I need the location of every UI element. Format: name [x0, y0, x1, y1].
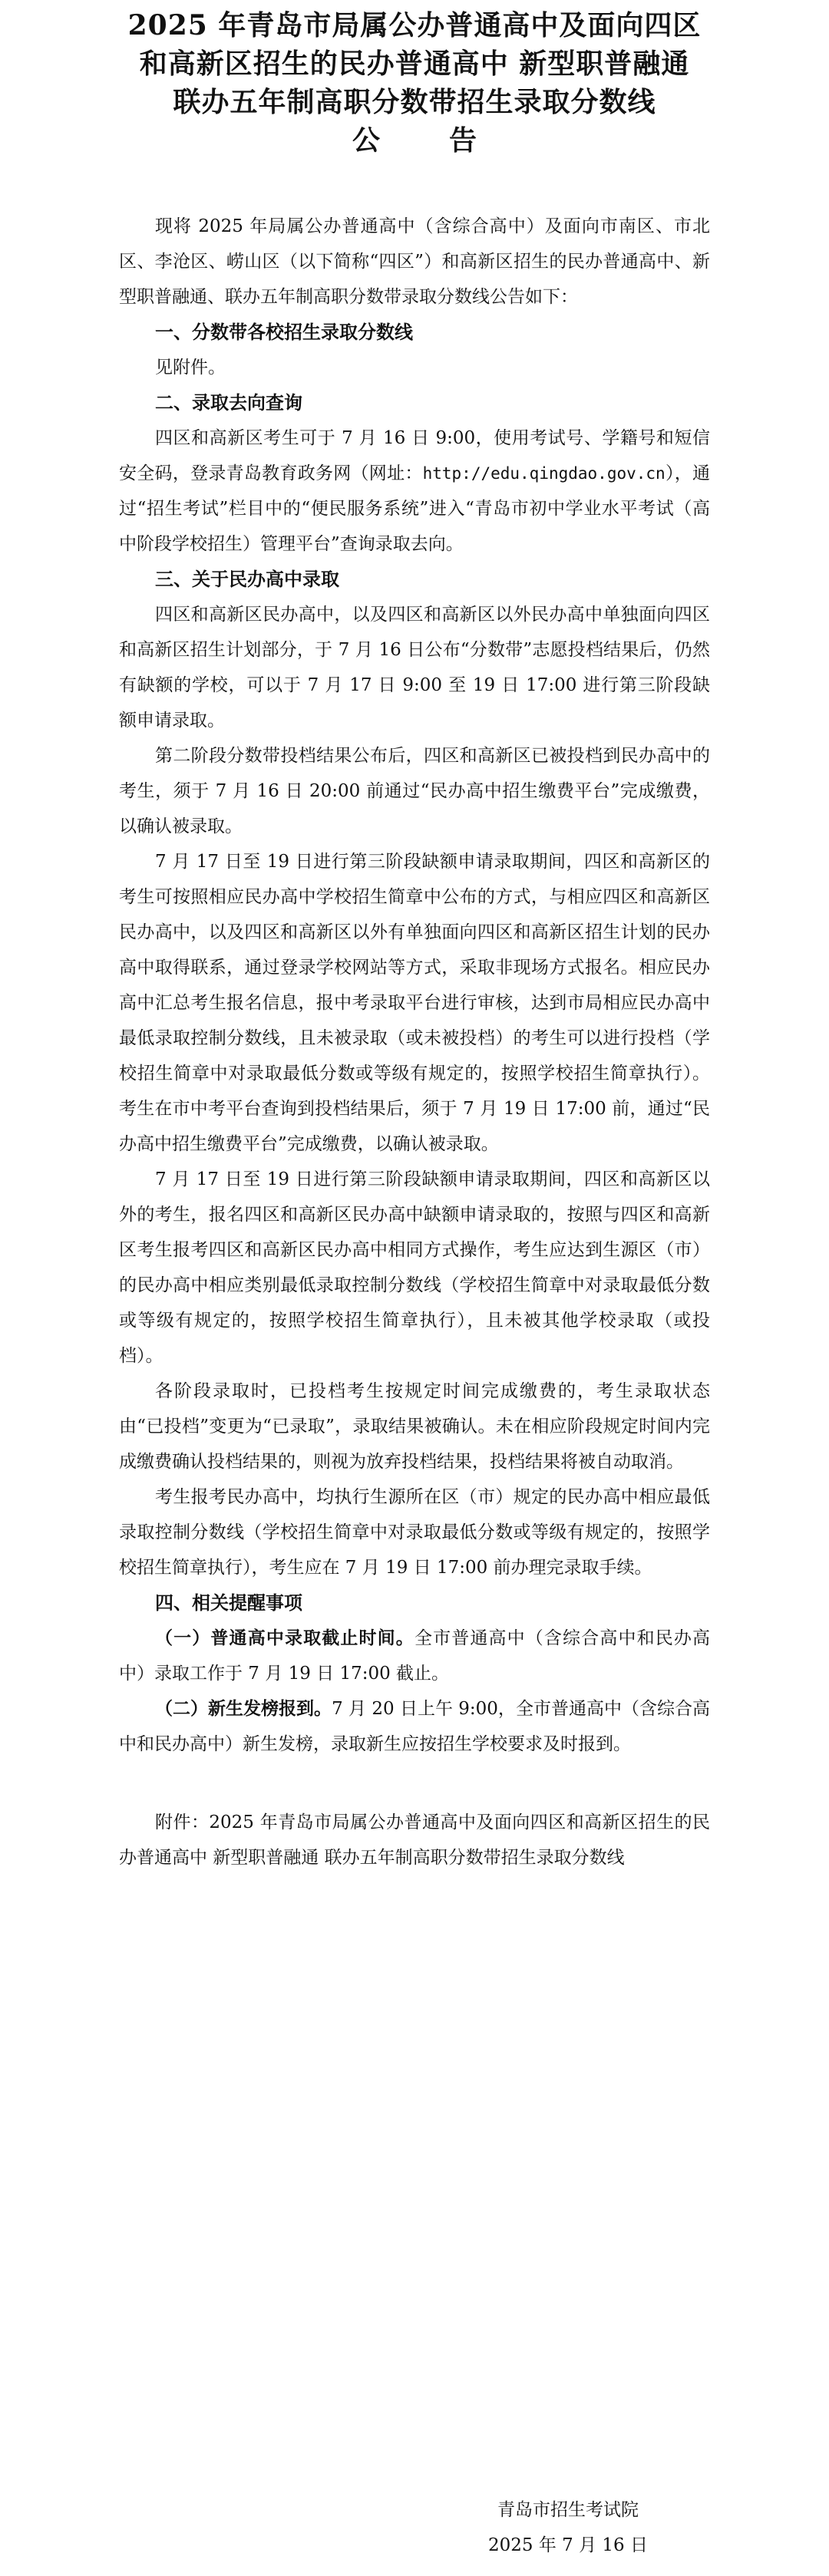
- section-3-paragraph-2: 第二阶段分数带投档结果公布后，四区和高新区已被投档到民办高中的考生，须于 7 月 16 日 20:00 前通过“民办高中招生缴费平台”完成缴费，以确认被录取。: [119, 746, 710, 836]
- section-3-paragraph-5: 各阶段录取时，已投档考生按规定时间完成缴费的，考生录取状态由“已投档”变更为“已录取”，录取结果被确认。未在相应阶段规定时间内完成缴费确认投档结果的，则视为放弃投档结果，投档结果将被自动取消。: [119, 1381, 710, 1472]
- title-line-2: 和高新区招生的民办普通高中 新型职普融通: [139, 48, 690, 80]
- reminder-item-2-body: 7 月 20 日上午 9:00，全市普通高中（含综合高中和民办高中）新生发榜，录取新生应按招生学校要求及时报到。: [119, 1699, 711, 1754]
- section-2-heading: 二、录取去向查询: [155, 391, 302, 414]
- section-2-text-b: ），通过“招生考试”栏目中的“便民服务系统”进入“青岛市初中学业水平考试（高中阶段学校招生）管理平台”查询录取去向。: [119, 463, 711, 554]
- title-line-1: 2025 年青岛市局属公办普通高中及面向四区: [127, 9, 702, 41]
- section-3-paragraph-4: 7 月 17 日至 19 日进行第三阶段缺额申请录取期间，四区和高新区以外的考生，报名四区和高新区民办高中缺额申请录取的，按照与四区和高新区考生报考四区和高新区民办高中相同方式操作，考生应达到生源区（市）的民办高中相应类别最低录取控制分数线（学校招生简章中对录取最低分数或等级有规定的，按照学校招生简章执行），且未被其他学校录取（或投档）。: [119, 1169, 710, 1366]
- section-3-heading: 三、关于民办高中录取: [155, 568, 339, 590]
- section-1-heading: 一、分数带各校招生录取分数线: [155, 321, 413, 343]
- attachment-note: 附件：2025 年青岛市局属公办普通高中及面向四区和高新区招生的民办普通高中 新型职普融通 联办五年制高职分数带招生录取分数线: [119, 1812, 710, 1868]
- reminder-item-2-title: （二）新生发榜报到。: [155, 1698, 332, 1719]
- website-link[interactable]: http://edu.qingdao.gov.cn: [422, 464, 666, 483]
- signature-block: [476, 2492, 660, 2563]
- intro-paragraph: 现将 2025 年局属公办普通高中（含综合高中）及面向市南区、市北区、李沧区、崂山区（以下简称“四区”）和高新区招生的民办普通高中、新型职普融通、联办五年制高职分数带录取分数线公告如下：: [119, 216, 710, 307]
- issue-date: 2025 年 7 月 16 日: [488, 2535, 648, 2555]
- section-3-paragraph-6: 考生报考民办高中，均执行生源所在区（市）规定的民办高中相应最低录取控制分数线（学校招生简章中对录取最低分数或等级有规定的，按照学校招生简章执行），考生应在 7 月 19 日 17:00 前办理完录取手续。: [119, 1487, 710, 1578]
- section-2-text-a: 四区和高新区考生可于 7 月 16 日 9:00，使用考试号、学籍号和短信安全码，登录青岛教育政务网（网址：: [119, 428, 710, 483]
- issuing-organization: 青岛市招生考试院: [497, 2500, 639, 2520]
- reminder-item-1-body: 全市普通高中（含综合高中和民办高中）录取工作于 7 月 19 日 17:00 截止。: [119, 1628, 711, 1684]
- title-line-4: 公告: [352, 124, 546, 157]
- section-3-paragraph-3: 7 月 17 日至 19 日进行第三阶段缺额申请录取期间，四区和高新区的考生可按照相应民办高中学校招生简章中公布的方式，与相应四区和高新区民办高中，以及四区和高新区以外有单独面向四区和高新区招生计划的民办高中取得联系，通过登录学校网站等方式，采取非现场方式报名。相应民办高中汇总考生报名信息，报中考录取平台进行审核，达到市局相应民办高中最低录取控制分数线，且未被录取（或未被投档）的考生可以进行投档（学校招生简章中对录取最低分数或等级有规定的，按照学校招生简章执行）。考生在市中考平台查询到投档结果后，须于 7 月 19 日 17:00 前，通过“民办高中招生缴费平台”完成缴费，以确认被录取。: [119, 852, 710, 1154]
- section-2-body: [119, 421, 710, 562]
- reminder-item-1: [119, 1621, 710, 1691]
- title-line-3: 联办五年制高职分数带招生录取分数线: [173, 86, 656, 118]
- reminder-item-2: [119, 1691, 710, 1762]
- section-1-body: 见附件。: [155, 358, 226, 378]
- notice-body: [119, 209, 710, 1875]
- notice-title: [0, 6, 829, 160]
- section-3-paragraph-1: 四区和高新区民办高中，以及四区和高新区以外民办高中单独面向四区和高新区招生计划部分，于 7 月 16 日公布“分数带”志愿投档结果后，仍然有缺额的学校，可以于 7 月 17 日 9:00 至 19 日 17:00 进行第三阶段缺额申请录取。: [119, 605, 710, 731]
- reminder-item-1-title: （一）普通高中录取截止时间。: [155, 1628, 414, 1648]
- section-4-heading: 四、相关提醒事项: [155, 1591, 302, 1614]
